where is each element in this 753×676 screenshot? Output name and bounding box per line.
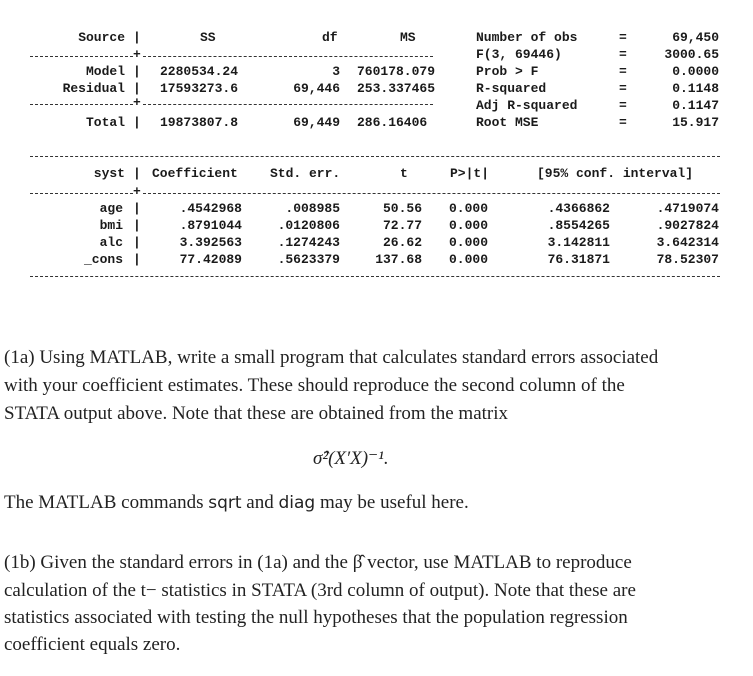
row-coef: .8791044 [179, 218, 242, 233]
row-ci-low: .4366862 [547, 201, 610, 216]
stat-label: R-squared [476, 81, 547, 96]
row-df: 3 [332, 64, 340, 79]
divider-plus: + [133, 95, 141, 110]
code-sqrt: sqrt [208, 493, 242, 513]
stat-eq: = [619, 47, 627, 62]
row-p: 0.000 [449, 201, 489, 216]
divider [143, 104, 433, 105]
header-ms: MS [400, 30, 416, 45]
header-source: Source [78, 30, 125, 45]
hint-text: may be useful here. [315, 492, 469, 513]
stat-value: 69,450 [672, 30, 719, 45]
row-ms: 286.16406 [357, 115, 428, 130]
code-diag: diag [278, 493, 316, 513]
row-ss: 19873807.8 [160, 115, 239, 130]
q1b-line: coefficient equals zero. [4, 634, 181, 655]
stat-label: Number of obs [476, 30, 578, 45]
formula: σ̂²(X′X)⁻¹. [313, 448, 389, 469]
stat-eq: = [619, 115, 627, 130]
divider [143, 56, 433, 57]
divider [143, 193, 720, 194]
q1a-line: (1a) Using MATLAB, write a small program that calculates standard errors associated [4, 347, 659, 368]
row-t: 72.77 [382, 218, 422, 233]
row-p: 0.000 [449, 235, 489, 250]
header-df: df [322, 30, 338, 45]
hint-text: and [241, 492, 279, 513]
q1b-line: (1b) Given the standard errors in (1a) and the β̂ vector, use MATLAB to reproduce [4, 552, 632, 573]
row-se: .0120806 [277, 218, 340, 233]
separator: | [133, 252, 141, 267]
row-t: 50.56 [382, 201, 422, 216]
hint-text: The MATLAB commands [4, 492, 209, 513]
header-coef: Coefficient [152, 166, 238, 181]
stat-label: Adj R-squared [476, 98, 578, 113]
row-source: Model [85, 64, 125, 79]
row-ms: 760178.079 [357, 64, 436, 79]
row-se: .1274243 [277, 235, 340, 250]
row-ci-low: 3.142811 [547, 235, 610, 250]
row-ci-high: 78.52307 [656, 252, 719, 267]
separator: | [133, 201, 141, 216]
separator: | [133, 30, 141, 45]
divider [30, 104, 133, 105]
stat-eq: = [619, 30, 627, 45]
row-coef: 3.392563 [179, 235, 242, 250]
row-se: .5623379 [277, 252, 340, 267]
stat-value: 3000.65 [664, 47, 719, 62]
stat-value: 0.1148 [672, 81, 719, 96]
divider-plus: + [133, 184, 141, 199]
divider [30, 56, 133, 57]
row-coef: .4542968 [179, 201, 242, 216]
stat-value: 15.917 [672, 115, 719, 130]
stat-label: Root MSE [476, 115, 539, 130]
row-ms: 253.337465 [357, 81, 436, 96]
row-ci-high: .4719074 [656, 201, 719, 216]
stat-value: 0.0000 [672, 64, 719, 79]
stat-value: 0.1147 [672, 98, 719, 113]
header-p: P>|t| [450, 166, 490, 181]
separator: | [133, 235, 141, 250]
divider [30, 276, 720, 277]
divider [30, 193, 133, 194]
row-ss: 17593273.6 [160, 81, 239, 96]
header-var: syst [93, 166, 125, 181]
divider [30, 156, 720, 157]
stat-eq: = [619, 81, 627, 96]
stat-label: Prob > F [476, 64, 539, 79]
divider-plus: + [133, 47, 141, 62]
separator: | [133, 218, 141, 233]
row-ss: 2280534.24 [160, 64, 239, 79]
row-se: .008985 [285, 201, 340, 216]
row-df: 69,449 [293, 115, 340, 130]
row-df: 69,446 [293, 81, 340, 96]
q1a-line: STATA output above. Note that these are obtained from the matrix [4, 403, 509, 424]
stat-eq: = [619, 98, 627, 113]
separator: | [133, 81, 141, 96]
row-ci-low: .8554265 [547, 218, 610, 233]
header-se: Std. err. [270, 166, 341, 181]
q1b-line: calculation of the t− statistics in STATA (3rd column of output). Note that these are [4, 580, 636, 601]
row-ci-high: .9027824 [656, 218, 719, 233]
row-var: age [99, 201, 123, 216]
separator: | [133, 64, 141, 79]
separator: | [133, 115, 141, 130]
stat-label: F(3, 69446) [476, 47, 562, 62]
header-ss: SS [200, 30, 216, 45]
row-var: bmi [99, 218, 123, 233]
header-ci: [95% conf. interval] [537, 166, 694, 181]
row-source: Residual [62, 81, 125, 96]
row-coef: 77.42089 [179, 252, 242, 267]
row-t: 26.62 [382, 235, 422, 250]
row-var: alc [99, 235, 123, 250]
row-p: 0.000 [449, 218, 489, 233]
row-var: _cons [83, 252, 123, 267]
stat-eq: = [619, 64, 627, 79]
header-t: t [400, 166, 408, 181]
row-p: 0.000 [449, 252, 489, 267]
q1b-line: statistics associated with testing the null hypotheses that the population regression [4, 607, 628, 628]
separator: | [133, 166, 141, 181]
matlab-hint [4, 491, 469, 515]
q1a-line: with your coefficient estimates. These should reproduce the second column of the [4, 375, 625, 396]
row-t: 137.68 [375, 252, 422, 267]
row-ci-low: 76.31871 [547, 252, 610, 267]
row-ci-high: 3.642314 [656, 235, 719, 250]
row-source: Total [85, 115, 125, 130]
